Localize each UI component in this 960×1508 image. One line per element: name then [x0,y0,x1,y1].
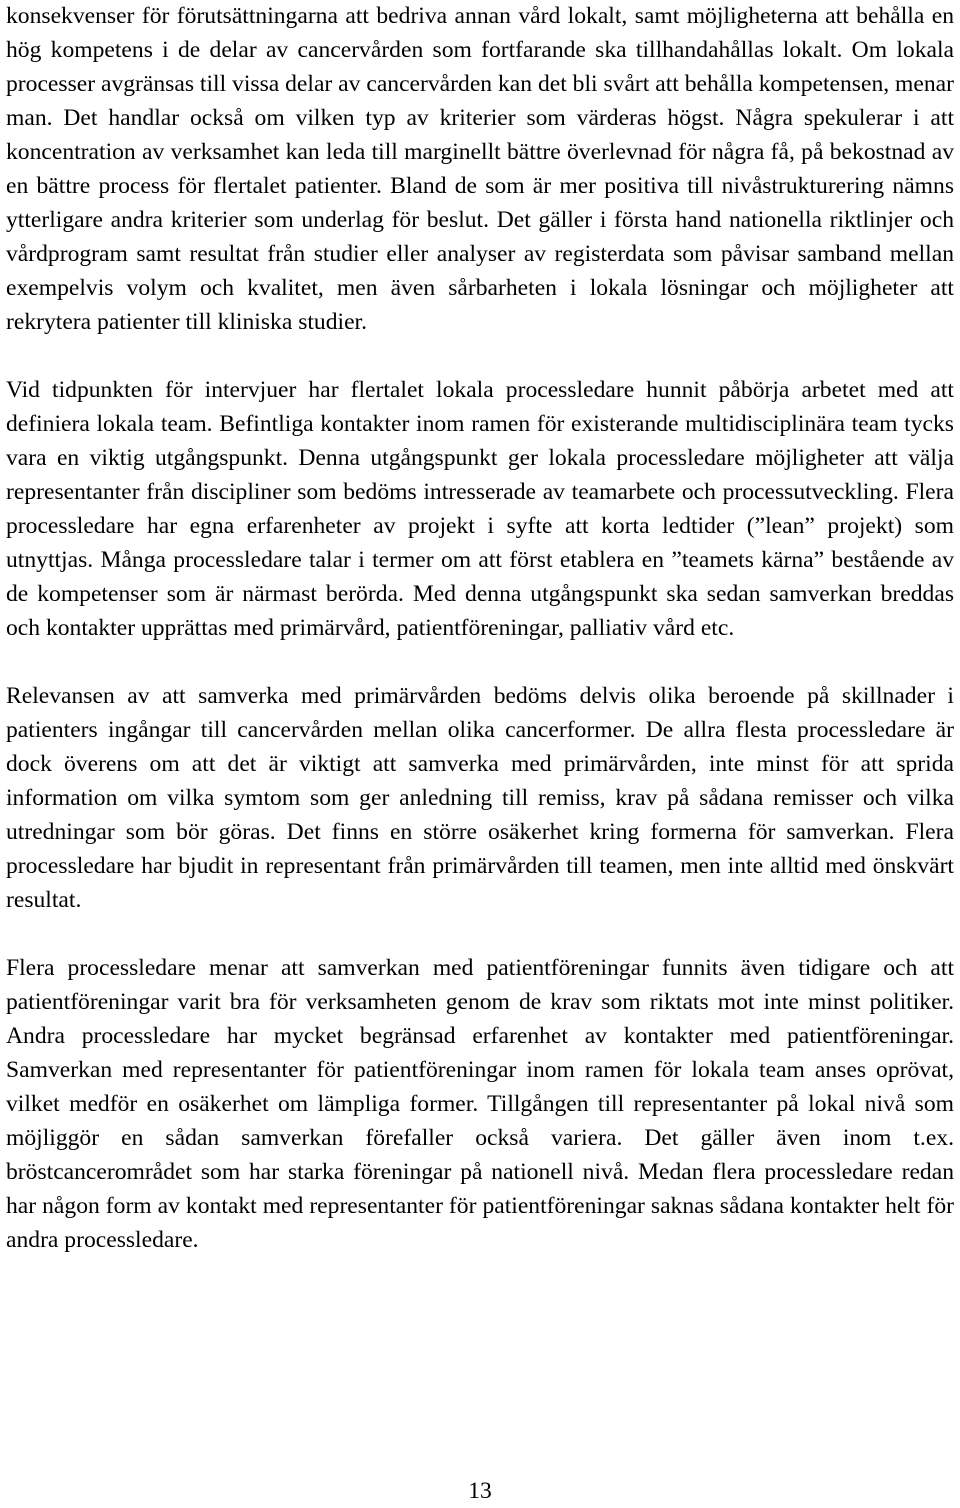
paragraph-spacer [6,645,954,679]
paragraph-spacer [6,917,954,951]
page-number: 13 [468,1478,492,1504]
document-page [6,0,954,1257]
paragraph-3: Relevansen av att samverka med primärvården bedöms delvis olika beroende på skillnader i patienters ingångar till cancervården mellan olika cancerformer. De allra flesta processledare är dock överens om att det är viktigt att samverka med primärvården, inte minst för att sprida information om vilka symtom som ger anledning till remiss, krav på sådana remisser och vilka utredningar som bör göras. Det finns en större osäkerhet kring formerna för samverkan. Flera processledare har bjudit in representant från primärvården till teamen, men inte alltid med önskvärt resultat. [6,683,954,913]
paragraph-spacer [6,339,954,373]
paragraph-1: konsekvenser för förutsättningarna att bedriva annan vård lokalt, samt möjligheterna att behålla en hög kompetens i de delar av cancervården som fortfarande ska tillhandahållas lokalt. Om lokala processer avgränsas till vissa delar av cancervården kan det bli svårt att behålla kompetensen, menar man. Det handlar också om vilken typ av kriterier som värderas högst. Några spekulerar i att koncentration av verksamhet kan leda till marginellt bättre överlevnad för några få, på bekostnad av en bättre process för flertalet patienter. Bland de som är mer positiva till nivåstrukturering nämns ytterligare andra kriterier som underlag för beslut. Det gäller i första hand nationella riktlinjer och vårdprogram samt resultat från studier eller analyser av registerdata som påvisar samband mellan exempelvis volym och kvalitet, men även sårbarheten i lokala lösningar och möjligheter att rekrytera patienter till kliniska studier. [6,3,954,335]
paragraph-4: Flera processledare menar att samverkan med patientföreningar funnits även tidigare och att patientföreningar varit bra för verksamheten genom de krav som riktats mot inte minst politiker. Andra processledare har mycket begränsad erfarenhet av kontakter med patientföreningar. Samverkan med representanter för patientföreningar inom ramen för lokala team anses oprövat, vilket medför en osäkerhet om lämpliga former. Tillgången till representanter på lokal nivå som möjliggör en sådan samverkan förefaller också variera. Det gäller även inom t.ex. bröstcancerområdet som har starka föreningar på nationell nivå. Medan flera processledare redan har någon form av kontakt med representanter för patientföreningar saknas sådana kontakter helt för andra processledare. [6,955,954,1253]
paragraph-2: Vid tidpunkten för intervjuer har flertalet lokala processledare hunnit påbörja arbetet med att definiera lokala team. Befintliga kontakter inom ramen för existerande multidisciplinära team tycks vara en viktig utgångspunkt. Denna utgångspunkt ger lokala processledare möjligheter att välja representanter från discipliner som bedöms intresserade av teamarbete och processutveckling. Flera processledare har egna erfarenheter av projekt i syfte att korta ledtider (”lean” projekt) som utnyttjas. Många processledare talar i termer om att först etablera en ”teamets kärna” bestående av de kompetenser som är närmast berörda. Med denna utgångspunkt ska sedan samverkan breddas och kontakter upprättas med primärvård, patientföreningar, palliativ vård etc. [6,377,954,641]
